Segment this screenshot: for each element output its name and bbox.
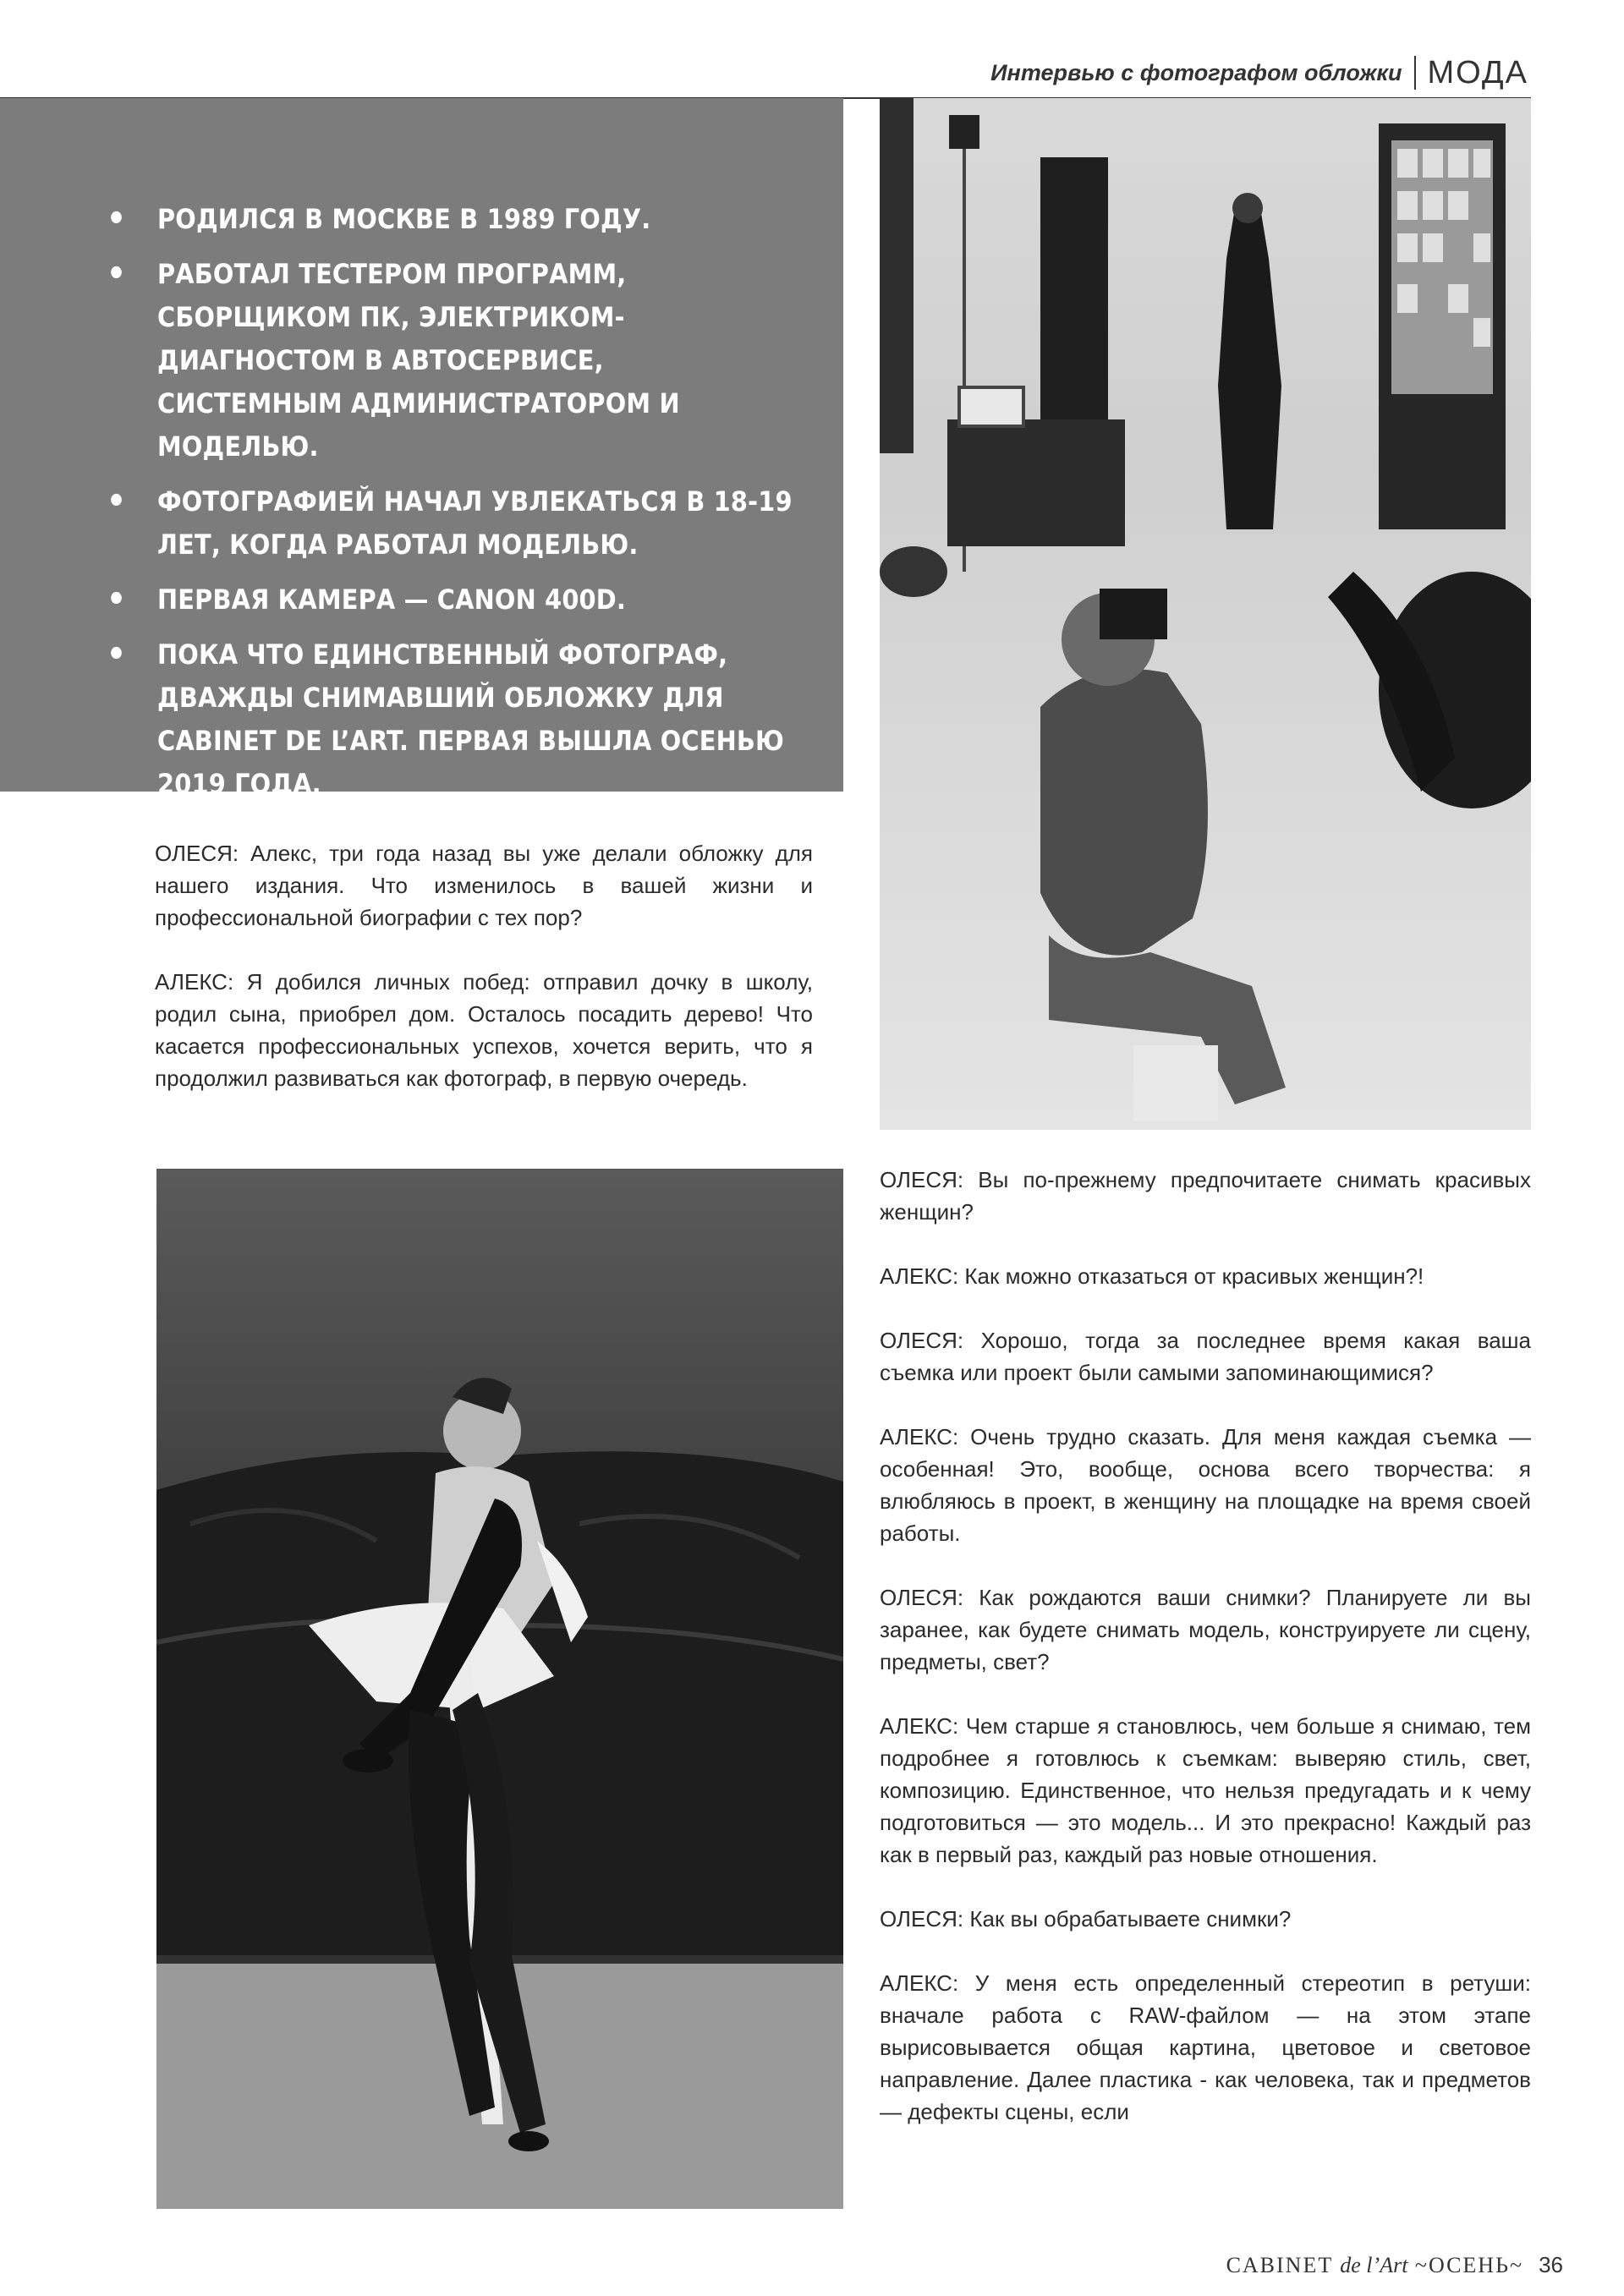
bio-item [107,633,793,806]
page-number: 36 [1539,2252,1563,2277]
header-divider [1414,56,1416,90]
bio-item-text: РАБОТАЛ ТЕСТЕРОМ ПРОГРАММ, СБОРЩИКОМ ПК, ЭЛЕКТРИКОМ-ДИАГНОСТОМ В АВТОСЕРВИСЕ, СИСТЕМНЫМ АДМИНИСТРАТОРОМ И МОДЕЛЬЮ. [157,258,680,463]
page-header [990,52,1528,93]
interview-paragraph: АЛЕКС: Чем старше я становлюсь, чем больше я снимаю, тем подробнее я готовлюсь к съемкам: выверяю стиль, свет, композицию. Единственное, что нельзя предугадать и к чему подготовиться — это модель... И это прекрасно! Каждый раз как в первый раз, каждый раз новые отношения. [880,1713,1531,1867]
interview-right-column [880,1164,1531,2160]
interview-paragraph: ОЛЕСЯ: Хорошо, тогда за последнее время какая ваша съемка или проект были самыми запоминающимися? [880,1328,1531,1385]
studio-photo [880,98,1531,1130]
interview-paragraph: АЛЕКС: Как можно отказаться от красивых женщин?! [880,1263,1424,1289]
interview-left-column [155,837,813,1126]
interview-paragraph: ОЛЕСЯ: Вы по-прежнему предпочитаете снимать красивых женщин? [880,1167,1531,1225]
bio-item-text: ПЕРВАЯ КАМЕРА — CANON 400D. [157,584,627,616]
bullet-icon: • [107,255,127,293]
issue-label: ~ОСЕНЬ~ [1414,2253,1524,2277]
studio-photo-image [880,98,1531,1130]
bio-item-text: РОДИЛСЯ В МОСКВЕ В 1989 ГОДУ. [157,203,651,235]
page-footer [1226,2252,1563,2278]
interview-paragraph: ОЛЕСЯ: Алекс, три года назад вы уже делали обложку для нашего издания. Что изменилось в вашей жизни и профессиональной биографии с тех пор? [155,841,813,930]
bio-item [107,198,793,241]
bio-item [107,480,793,567]
bio-item-text: ФОТОГРАФИЕЙ НАЧАЛ УВЛЕКАТЬСЯ В 18-19 ЛЕТ, КОГДА РАБОТАЛ МОДЕЛЬЮ. [157,485,793,561]
section-subtitle: Интервью с фотографом обложки [990,59,1402,85]
bio-list [107,198,793,806]
interview-paragraph: АЛЕКС: Очень трудно сказать. Для меня каждая съемка — особенная! Это, вообще, основа всего творчества: я влюбляюсь в проект, в женщину на площадке на время своей работы. [880,1424,1531,1546]
interview-paragraph: ОЛЕСЯ: Как вы обрабатываете снимки? [880,1906,1292,1932]
interview-paragraph: АЛЕКС: У меня есть определенный стереотип в ретуши: вначале работа с RAW-файлом — на этом этапе вырисовывается общая картина, цветовое и световое направление. Далее пластика - как человека, так и предметов — дефекты сцены, если [880,1970,1531,2124]
model-photo-image [156,1169,843,2209]
magazine-name-script: de l’Art [1340,2253,1408,2277]
bio-item [107,578,793,622]
bio-box [0,98,843,800]
model-photo [156,1169,843,2209]
magazine-name-caps: CABINET [1226,2253,1333,2277]
magazine-name [1226,2253,1524,2278]
bullet-icon: • [107,200,127,238]
bullet-icon: • [107,635,127,674]
bullet-icon: • [107,580,127,619]
interview-paragraph: ОЛЕСЯ: Как рождаются ваши снимки? Планируете ли вы заранее, как будете снимать модель, конструируете ли сцену, предметы, свет? [880,1585,1531,1674]
section-title: МОДА [1427,54,1528,90]
bio-item-text: ПОКА ЧТО ЕДИНСТВЕННЫЙ ФОТОГРАФ, ДВАЖДЫ СНИМАВШИЙ ОБЛОЖКУ ДЛЯ CABINET DE L’ART. ПЕРВАЯ ВЫШЛА ОСЕНЬЮ 2019 ГОДА. [157,638,785,800]
interview-paragraph: АЛЕКС: Я добился личных побед: отправил дочку в школу, родил сына, приобрел дом. Осталось посадить дерево! Что касается профессиональных успехов, хочется верить, что я продолжил развиваться как фотограф, в первую очередь. [155,969,813,1091]
bullet-icon: • [107,482,127,521]
bio-item [107,253,793,469]
